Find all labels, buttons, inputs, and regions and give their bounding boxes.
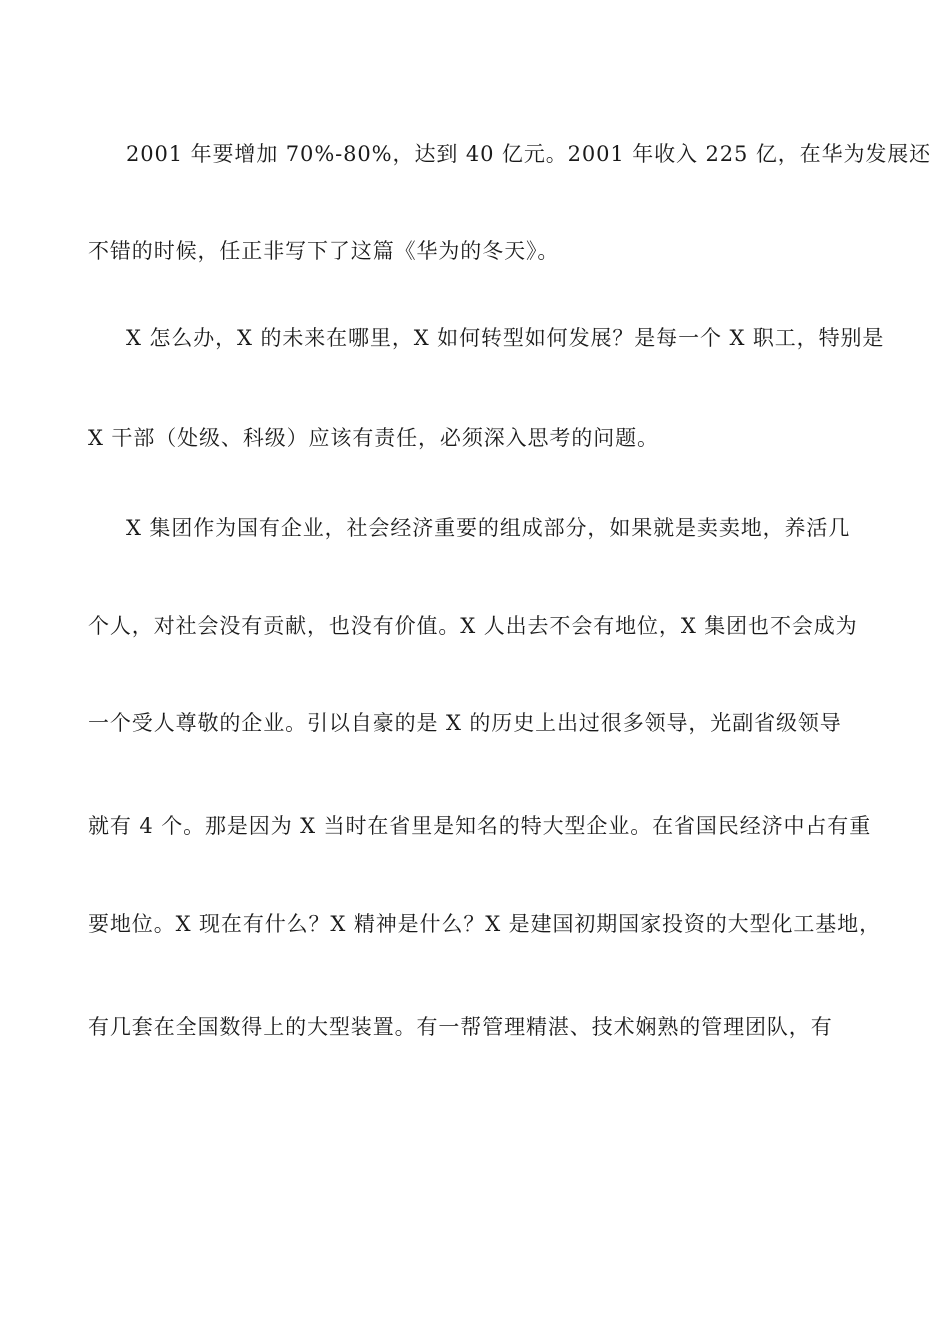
paragraph-line: X 干部（处级、科级）应该有责任，必须深入思考的问题。 [88, 426, 659, 450]
paragraph-line: 有几套在全国数得上的大型装置。有一帮管理精湛、技术娴熟的管理团队，有 [88, 1015, 833, 1039]
paragraph-line: 一个受人尊敬的企业。引以自豪的是 X 的历史上出过很多领导，光副省级领导 [88, 711, 842, 735]
paragraph-line: 就有 4 个。那是因为 X 当时在省里是知名的特大型企业。在省国民经济中占有重 [88, 814, 872, 838]
paragraph-line: 不错的时候，任正非写下了这篇《华为的冬天》。 [88, 239, 560, 263]
paragraph-line: 个人，对社会没有贡献，也没有价值。X 人出去不会有地位，X 集团也不会成为 [88, 614, 858, 638]
paragraph-line: X 集团作为国有企业，社会经济重要的组成部分，如果就是卖卖地，养活几 [126, 516, 851, 540]
paragraph-line: X 怎么办，X 的未来在哪里，X 如何转型如何发展？是每一个 X 职工，特别是 [126, 326, 885, 350]
paragraph-line: 2001 年要增加 70%-80%，达到 40 亿元。2001 年收入 225 亿，在华为发展还 [126, 142, 932, 166]
paragraph-line: 要地位。X 现在有什么？X 精神是什么？X 是建国初期国家投资的大型化工基地， [88, 912, 881, 936]
